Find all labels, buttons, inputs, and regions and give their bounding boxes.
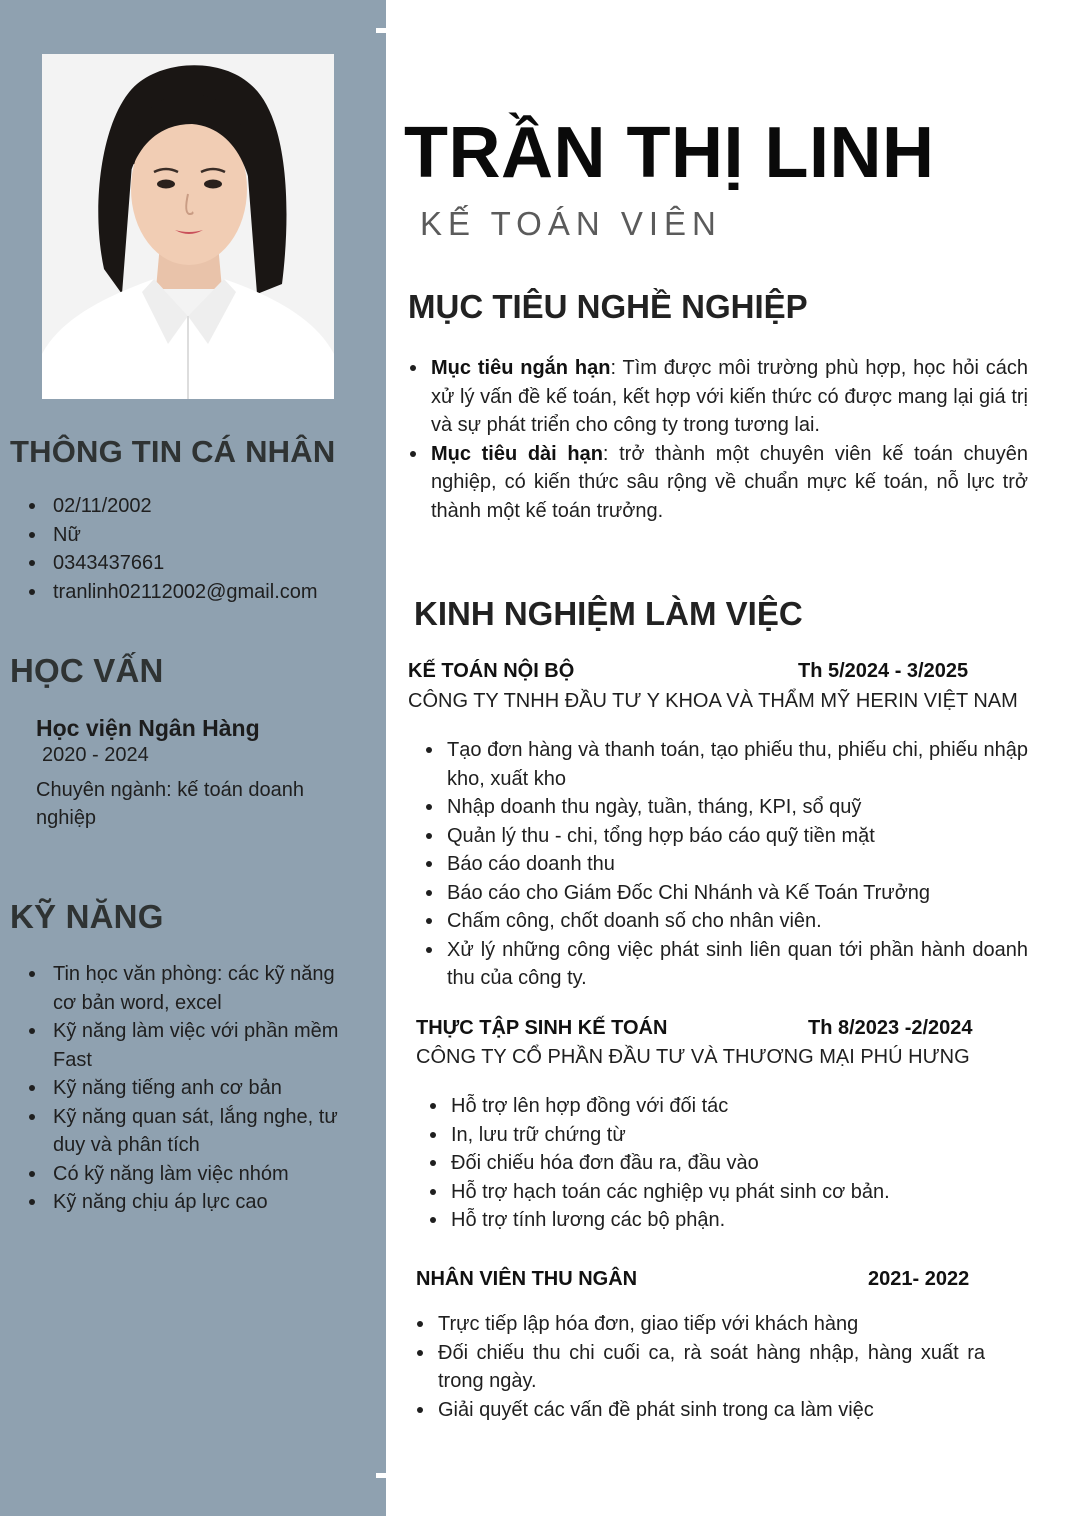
email-address: tranlinh02112002@gmail.com [26, 578, 318, 607]
objective-text: : trở thành một chuyên viên kế toán chuyên nghiệp, có kiến thức sâu rộng về chuẩn mực kế toán, nỗ lực trở thành một kế toán trưởng. [431, 442, 1028, 522]
job-duty: Đối chiếu thu chi cuối ca, rà soát hàng nhập, hàng xuất ra trong ngày. [415, 1339, 985, 1396]
job-title: NHÂN VIÊN THU NGÂN [416, 1268, 638, 1290]
job-duty: Nhập doanh thu ngày, tuần, tháng, KPI, sổ quỹ [424, 793, 1028, 822]
job-duties-list [428, 1092, 1008, 1235]
job-date: Th 8/2023 -2/2024 [808, 1017, 973, 1039]
job-company: CÔNG TY CỔ PHẦN ĐẦU TƯ VÀ THƯƠNG MẠI PHÚ HƯNG [416, 1046, 970, 1068]
job-duty: Quản lý thu - chi, tổng hợp báo cáo quỹ tiền mặt [424, 822, 1028, 851]
objective-label: Mục tiêu dài hạn [431, 442, 603, 465]
skills-heading: KỸ NĂNG [10, 898, 164, 935]
job-company: CÔNG TY TNHH ĐẦU TƯ Y KHOA VÀ THẨM MỸ HERIN VIỆT NAM [408, 690, 1018, 712]
job-duty: Giải quyết các vấn đề phát sinh trong ca làm việc [415, 1396, 985, 1425]
job-duty: Xử lý những công việc phát sinh liên quan tới phần hành doanh thu của công ty. [424, 936, 1028, 993]
job-duty: Tạo đơn hàng và thanh toán, tạo phiếu thu, phiếu chi, phiếu nhập kho, xuất kho [424, 736, 1028, 793]
profile-photo [42, 54, 334, 399]
education-heading: HỌC VẤN [10, 652, 164, 689]
job-duty: Trực tiếp lập hóa đơn, giao tiếp với khách hàng [415, 1310, 985, 1339]
objective-text: : Tìm được môi trường phù hợp, học hỏi cách xử lý vấn đề kế toán, kết hợp với kiến thức có được mang lại giá trị và sự phát triển cho công ty trong tương lai. [431, 357, 1028, 436]
job-duty: Hỗ trợ lên hợp đồng với đối tác [428, 1092, 1008, 1121]
birthdate: 02/11/2002 [26, 492, 318, 521]
objective-label: Mục tiêu ngắn hạn [431, 357, 611, 379]
skill-item: Có kỹ năng làm việc nhóm [26, 1160, 361, 1189]
objective-item [408, 440, 1028, 526]
job-title: THỰC TẬP SINH KẾ TOÁN [416, 1017, 668, 1039]
skills-list [26, 960, 361, 1217]
edge-tick-bottom [376, 1473, 386, 1478]
objective-list [408, 354, 1028, 525]
candidate-name: TRẦN THỊ LINH [404, 113, 935, 193]
experience-heading: KINH NGHIỆM LÀM VIỆC [414, 595, 803, 632]
education-years: 2020 - 2024 [42, 744, 149, 766]
education-school: Học viện Ngân Hàng [36, 715, 260, 741]
job-duty: Hỗ trợ tính lương các bộ phận. [428, 1206, 1008, 1235]
objective-heading: MỤC TIÊU NGHỀ NGHIỆP [408, 288, 808, 325]
phone-number: 0343437661 [26, 549, 318, 578]
job-duty: In, lưu trữ chứng từ [428, 1121, 1008, 1150]
skill-item: Kỹ năng quan sát, lắng nghe, tư duy và phân tích [26, 1103, 361, 1160]
personal-info-heading: THÔNG TIN CÁ NHÂN [10, 434, 336, 469]
job-duties-list [424, 736, 1028, 993]
education-major: Chuyên ngành: kế toán doanh nghiệp [36, 779, 304, 829]
gender: Nữ [26, 521, 318, 550]
objective-item [408, 354, 1028, 440]
job-duty: Đối chiếu hóa đơn đầu ra, đầu vào [428, 1149, 1008, 1178]
job-duty: Chấm công, chốt doanh số cho nhân viên. [424, 907, 1028, 936]
skill-item: Tin học văn phòng: các kỹ năng cơ bản word, excel [26, 960, 361, 1017]
edge-tick-top [376, 28, 386, 33]
job-date: Th 5/2024 - 3/2025 [798, 660, 969, 682]
skill-item: Kỹ năng tiếng anh cơ bản [26, 1074, 361, 1103]
job-duties-list [415, 1310, 985, 1424]
personal-info-list [26, 492, 318, 606]
skill-item: Kỹ năng chịu áp lực cao [26, 1188, 361, 1217]
candidate-role: KẾ TOÁN VIÊN [420, 205, 722, 242]
job-duty: Báo cáo doanh thu [424, 850, 1028, 879]
job-title: KẾ TOÁN NỘI BỘ [408, 660, 575, 682]
job-date: 2021- 2022 [868, 1268, 970, 1290]
job-duty: Báo cáo cho Giám Đốc Chi Nhánh và Kế Toán Trưởng [424, 879, 1028, 908]
job-duty: Hỗ trợ hạch toán các nghiệp vụ phát sinh cơ bản. [428, 1178, 1008, 1207]
skill-item: Kỹ năng làm việc với phần mềm Fast [26, 1017, 361, 1074]
